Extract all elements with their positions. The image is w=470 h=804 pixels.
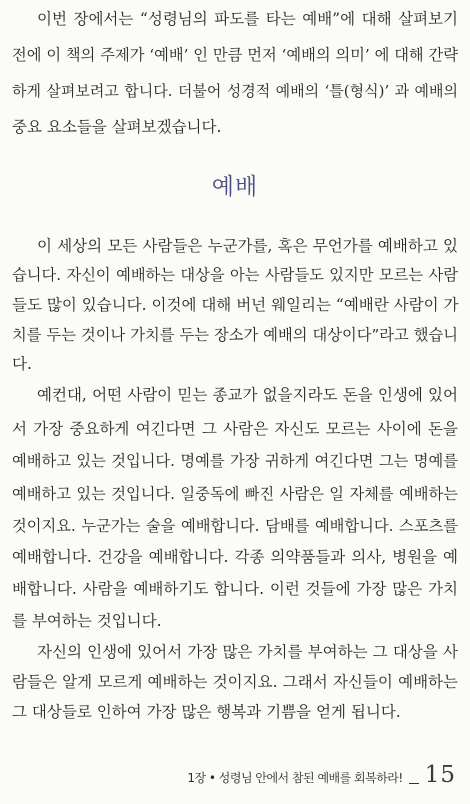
body-line: 치를 두는 것이나 가치를 두는 장소가 예배의 대상이다”라고 했습니 xyxy=(12,326,458,344)
body-line: 서 가장 중요하게 여긴다면 그 사람은 자신도 모르는 사이에 돈을 xyxy=(12,420,458,438)
body-line: 이 세상의 모든 사람들은 누군가를, 혹은 무언가를 예배하고 있 xyxy=(37,237,458,255)
body-line: 를 부여하는 것입니다. xyxy=(12,612,162,630)
body-line: 그 대상들로 인하여 가장 많은 행복과 기쁨을 얻게 됩니다. xyxy=(12,703,401,721)
body-line: 배합니다. 사람을 예배하기도 합니다. 이런 것들에 가장 많은 가치 xyxy=(12,580,458,598)
body-line: 람들은 알게 모르게 예배하는 것이지요. 그래서 자신들이 예배하는 xyxy=(12,673,458,691)
section-heading: 예배 xyxy=(211,174,259,200)
intro-line: 이번 장에서는 “성령님의 파도를 타는 예배”에 대해 살펴보기 xyxy=(37,10,458,28)
body-line: 다. xyxy=(12,355,32,373)
intro-line: 하게 살펴보려고 합니다. 더불어 성경적 예배의 ‘틀(형식)’ 과 예배의 xyxy=(12,82,458,100)
body-line: 예컨대, 어떤 사람이 믿는 종교가 없을지라도 돈을 인생에 있어 xyxy=(37,386,458,404)
intro-line: 중요 요소들을 살펴보겠습니다. xyxy=(12,118,222,136)
body-line: 들도 많이 있습니다. 이것에 대해 버넌 웨일리는 “예배란 사람이 가 xyxy=(12,296,459,314)
body-line: 예배하고 있는 것입니다. 일중독에 빠진 사람은 일 자체를 예배하는 xyxy=(12,485,458,503)
body-line: 습니다. 자신이 예배하는 대상을 아는 사람들도 있지만 모르는 사람 xyxy=(12,266,458,284)
running-footer-chapter: 1장 • 성령님 안에서 참된 예배를 회복하라! xyxy=(187,771,403,785)
body-line: 예배하고 있는 것입니다. 명예를 가장 귀하게 여긴다면 그는 명예를 xyxy=(12,452,458,470)
body-line: 것이지요. 누군가는 술을 예배합니다. 담배를 예배합니다. 스포츠를 xyxy=(12,517,458,535)
page-number: 15 xyxy=(424,762,456,788)
body-line: 자신의 인생에 있어서 가장 많은 가치를 부여하는 그 대상을 사 xyxy=(37,643,458,661)
footer-divider xyxy=(409,783,419,784)
body-line: 예배합니다. 건강을 예배합니다. 각종 의약품들과 의사, 병원을 예 xyxy=(12,548,458,566)
intro-line: 전에 이 책의 주제가 ‘예배’ 인 만큼 먼저 ‘예배의 의미’ 에 대해 간략 xyxy=(12,46,458,64)
page-footer xyxy=(187,762,456,788)
